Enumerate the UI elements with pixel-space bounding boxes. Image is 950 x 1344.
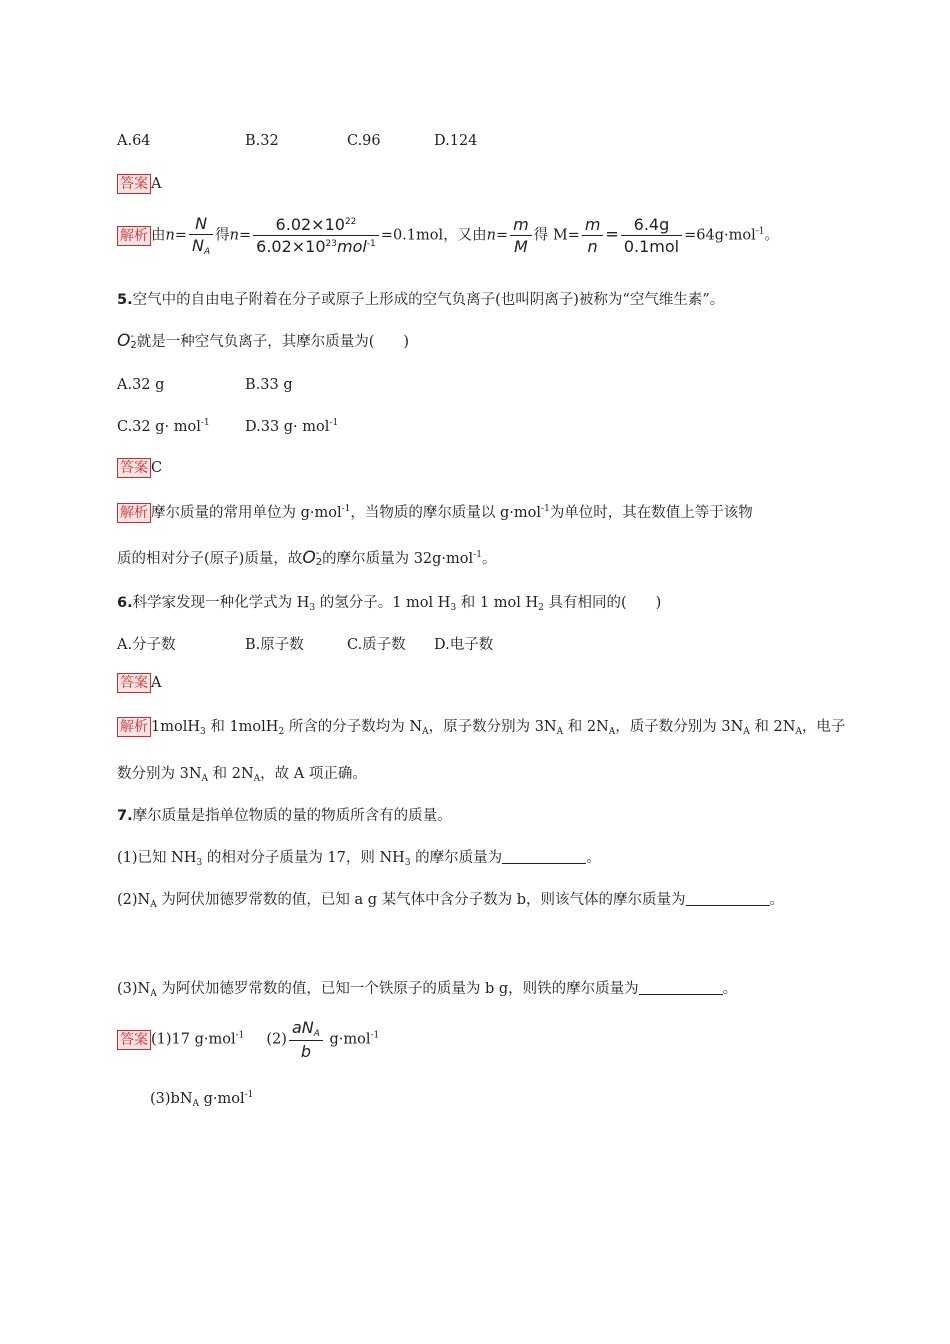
analysis-text: 的摩尔质量为 32g·mol (322, 551, 474, 567)
option-text: C.32 g· mol (117, 419, 201, 435)
q5-stem-line1 (117, 288, 724, 309)
analysis-text: 和 2N (749, 719, 796, 735)
question-text: (3)N (117, 981, 151, 997)
q4-option-a: A.64 (117, 133, 151, 149)
analysis-text: ，当物质的摩尔质量以 g·mol (350, 505, 542, 521)
subscript: A (192, 1099, 200, 1109)
q6-option-a: A.分子数 (117, 637, 176, 653)
analysis-tag: 解析 (117, 717, 151, 737)
question-number: 5. (117, 292, 133, 308)
frac-num-exp: 22 (344, 217, 357, 227)
option-text: D.33 g· mol (245, 419, 330, 435)
ion-o2-minus (117, 331, 137, 351)
question-text: 具有相同的( ) (543, 595, 662, 611)
analysis-text: 。 (764, 227, 779, 244)
answer-value: A (151, 176, 162, 192)
q4-answer (117, 174, 161, 194)
equals: = (605, 224, 619, 244)
answer-blank[interactable] (639, 980, 723, 995)
fraction-m-over-M (510, 215, 532, 256)
q7-part3 (117, 977, 737, 999)
q4-option-c: C.96 (347, 133, 381, 149)
subscript: A (150, 989, 157, 999)
subscript: A (150, 900, 157, 910)
analysis-text: 数分别为 3N (117, 766, 202, 782)
analysis-text: 和 2N (208, 766, 254, 782)
question-text: (2)N (117, 892, 151, 908)
frac-num: m (510, 215, 532, 236)
ion-main: O (117, 331, 131, 351)
equals: = (495, 227, 509, 244)
ion-subscript: 2 (315, 557, 323, 568)
answer-text: g·mol (324, 1031, 371, 1048)
unit-exp: -1 (755, 226, 765, 237)
question-text: 就是一种空气负离子，其摩尔质量为( ) (136, 334, 410, 350)
unit-exp: -1 (541, 504, 550, 514)
unit-exp: -1 (235, 1030, 245, 1041)
fraction-count-over-avogadro (253, 215, 379, 256)
ion-o2-minus (302, 548, 322, 568)
ion-subscript: 2 (130, 340, 137, 351)
analysis-text: ，质子数分别为 3N (615, 719, 744, 735)
unit-exp: -1 (370, 1030, 380, 1041)
question-text: 。 (586, 850, 601, 866)
ion-main: O (302, 548, 316, 568)
fraction-ana-over-b (289, 1018, 323, 1061)
frac-den: N (192, 236, 204, 255)
frac-num: 6.4g (621, 215, 682, 236)
analysis-tag: 解析 (117, 226, 151, 246)
question-text: 。 (722, 981, 738, 997)
q7-stem (117, 804, 452, 825)
unit-exp: -1 (329, 418, 339, 428)
answer-text: (1)17 g·mol (151, 1031, 236, 1048)
q7-part2 (117, 888, 784, 910)
unit-exp: -1 (244, 1090, 254, 1100)
ion-charge: - (130, 331, 134, 342)
analysis-text: ，故 A 项正确。 (260, 766, 367, 782)
answer-tag: 答案 (117, 174, 151, 194)
subscript: A (201, 774, 209, 784)
frac-num-sub: A (313, 1029, 320, 1039)
question-text: 的相对分子质量为 17，则 NH (202, 850, 405, 866)
analysis-text: 得 M= (533, 227, 580, 244)
question-text: 空气中的自由电子附着在分子或原子上形成的空气负离子(也叫阴离子)被称为“空气维生素”。 (132, 292, 725, 308)
subscript: 2 (538, 603, 544, 613)
q5-option-d (245, 418, 338, 435)
unit-exp: -1 (200, 418, 210, 428)
q6-stem (117, 591, 661, 613)
frac-den: 0.1mol (623, 237, 680, 256)
answer-text: g·mol (199, 1091, 245, 1107)
answer-tag: 答案 (117, 458, 151, 478)
unit-exp: -1 (473, 550, 482, 560)
question-text: (1)已知 NH (117, 850, 197, 866)
subscript: A (253, 774, 261, 784)
var-n: n (229, 227, 239, 244)
question-text: 为阿伏加德罗常数的值，已知一个铁原子的质量为 b g，则铁的摩尔质量为 (156, 981, 639, 997)
question-text: 的氢分子。1 mol H (315, 595, 451, 611)
answer-value: C (151, 460, 163, 476)
analysis-text: 摩尔质量的常用单位为 g·mol (151, 505, 342, 521)
subscript: 3 (200, 727, 206, 737)
analysis-text: 和 2N (563, 719, 609, 735)
q7-answer (117, 1018, 379, 1061)
analysis-text: ，电子 (801, 719, 846, 735)
subscript: 3 (450, 603, 457, 613)
analysis-text: 1molH (151, 719, 200, 735)
q5-analysis-line1 (117, 501, 753, 523)
subscript: A (795, 727, 802, 737)
equals: = (238, 227, 252, 244)
q6-analysis-line2 (117, 762, 367, 784)
q4-option-d: D.124 (434, 133, 478, 149)
fraction-values (621, 215, 682, 256)
q6-option-b: B.原子数 (245, 637, 304, 653)
q7-part1 (117, 846, 601, 868)
analysis-text: 。 (481, 551, 497, 567)
q6-option-c: C.质子数 (347, 637, 406, 653)
fraction-n-over-na (189, 214, 213, 257)
subscript: 3 (309, 603, 316, 613)
question-text: 科学家发现一种化学式为 H (132, 595, 310, 611)
analysis-text: 所含的分子数均为 N (284, 719, 423, 735)
subscript: 3 (196, 858, 203, 868)
answer-text: (2) (266, 1031, 287, 1048)
subscript: 2 (278, 727, 285, 737)
subscript: 3 (404, 858, 411, 868)
q6-option-d: D.电子数 (434, 637, 494, 653)
question-text: 摩尔质量是指单位物质的量的物质所含有的质量。 (132, 808, 452, 824)
q5-stem-line2 (117, 330, 409, 351)
frac-num: 6.02×10 (275, 215, 345, 234)
frac-den: n (587, 237, 598, 256)
frac-den-exp: 23 (325, 239, 337, 249)
subscript: A (743, 727, 750, 737)
analysis-text: 和 1molH (205, 719, 279, 735)
analysis-text: ，原子数分别为 3N (428, 719, 557, 735)
q6-answer (117, 673, 161, 693)
fraction-m-over-n (582, 215, 604, 256)
equals: = (174, 227, 187, 244)
subscript: A (608, 727, 616, 737)
var-n: n (165, 227, 175, 244)
question-number: 6. (117, 595, 133, 611)
q4-option-b: B.32 (245, 133, 279, 149)
analysis-text: 质的相对分子(原子)质量，故 (117, 551, 303, 567)
q5-answer (117, 458, 162, 478)
analysis-text: =64g·mol (684, 227, 756, 244)
q6-analysis-line1 (117, 715, 845, 737)
answer-tag: 答案 (117, 1030, 151, 1050)
question-text: 。 (769, 892, 784, 908)
answer-tag: 答案 (117, 673, 151, 693)
analysis-tag: 解析 (117, 503, 151, 523)
answer-value: A (151, 675, 162, 691)
frac-num: N (189, 214, 213, 235)
analysis-text: 得 (215, 227, 230, 244)
q7-answer-part3 (150, 1090, 253, 1109)
q5-option-c (117, 418, 210, 435)
analysis-text: =0.1mol，又由 (380, 227, 487, 244)
question-number: 7. (117, 808, 133, 824)
subscript: A (422, 727, 429, 737)
frac-num: m (582, 215, 604, 236)
question-text: 和 1 mol H (456, 595, 539, 611)
frac-den-unit: mol (336, 237, 367, 256)
q5-option-a: A.32 g (117, 377, 165, 393)
unit-exp: -1 (341, 504, 351, 514)
question-text: 为阿伏加德罗常数的值，已知 a g 某气体中含分子数为 b，则该气体的摩尔质量为 (156, 892, 686, 908)
q5-analysis-line2 (117, 547, 496, 568)
answer-blank[interactable] (686, 891, 770, 906)
question-text: 的摩尔质量为 (410, 850, 503, 866)
ion-charge: - (315, 548, 320, 559)
frac-den-sub: A (203, 247, 211, 257)
q4-analysis (117, 214, 779, 257)
analysis-text: 为单位时，其在数值上等于该物 (549, 505, 753, 521)
subscript: A (556, 727, 564, 737)
q5-option-b: B.33 g (245, 377, 293, 393)
var-n: n (486, 227, 496, 244)
answer-text: (3)bN (150, 1091, 193, 1107)
frac-num: aN (291, 1018, 314, 1037)
frac-den: b (300, 1042, 311, 1061)
frac-den-unit-exp: -1 (366, 239, 376, 249)
answer-blank[interactable] (502, 849, 586, 864)
frac-den: M (514, 237, 528, 256)
frac-den: 6.02×10 (256, 237, 326, 256)
analysis-text: 由 (151, 227, 166, 244)
